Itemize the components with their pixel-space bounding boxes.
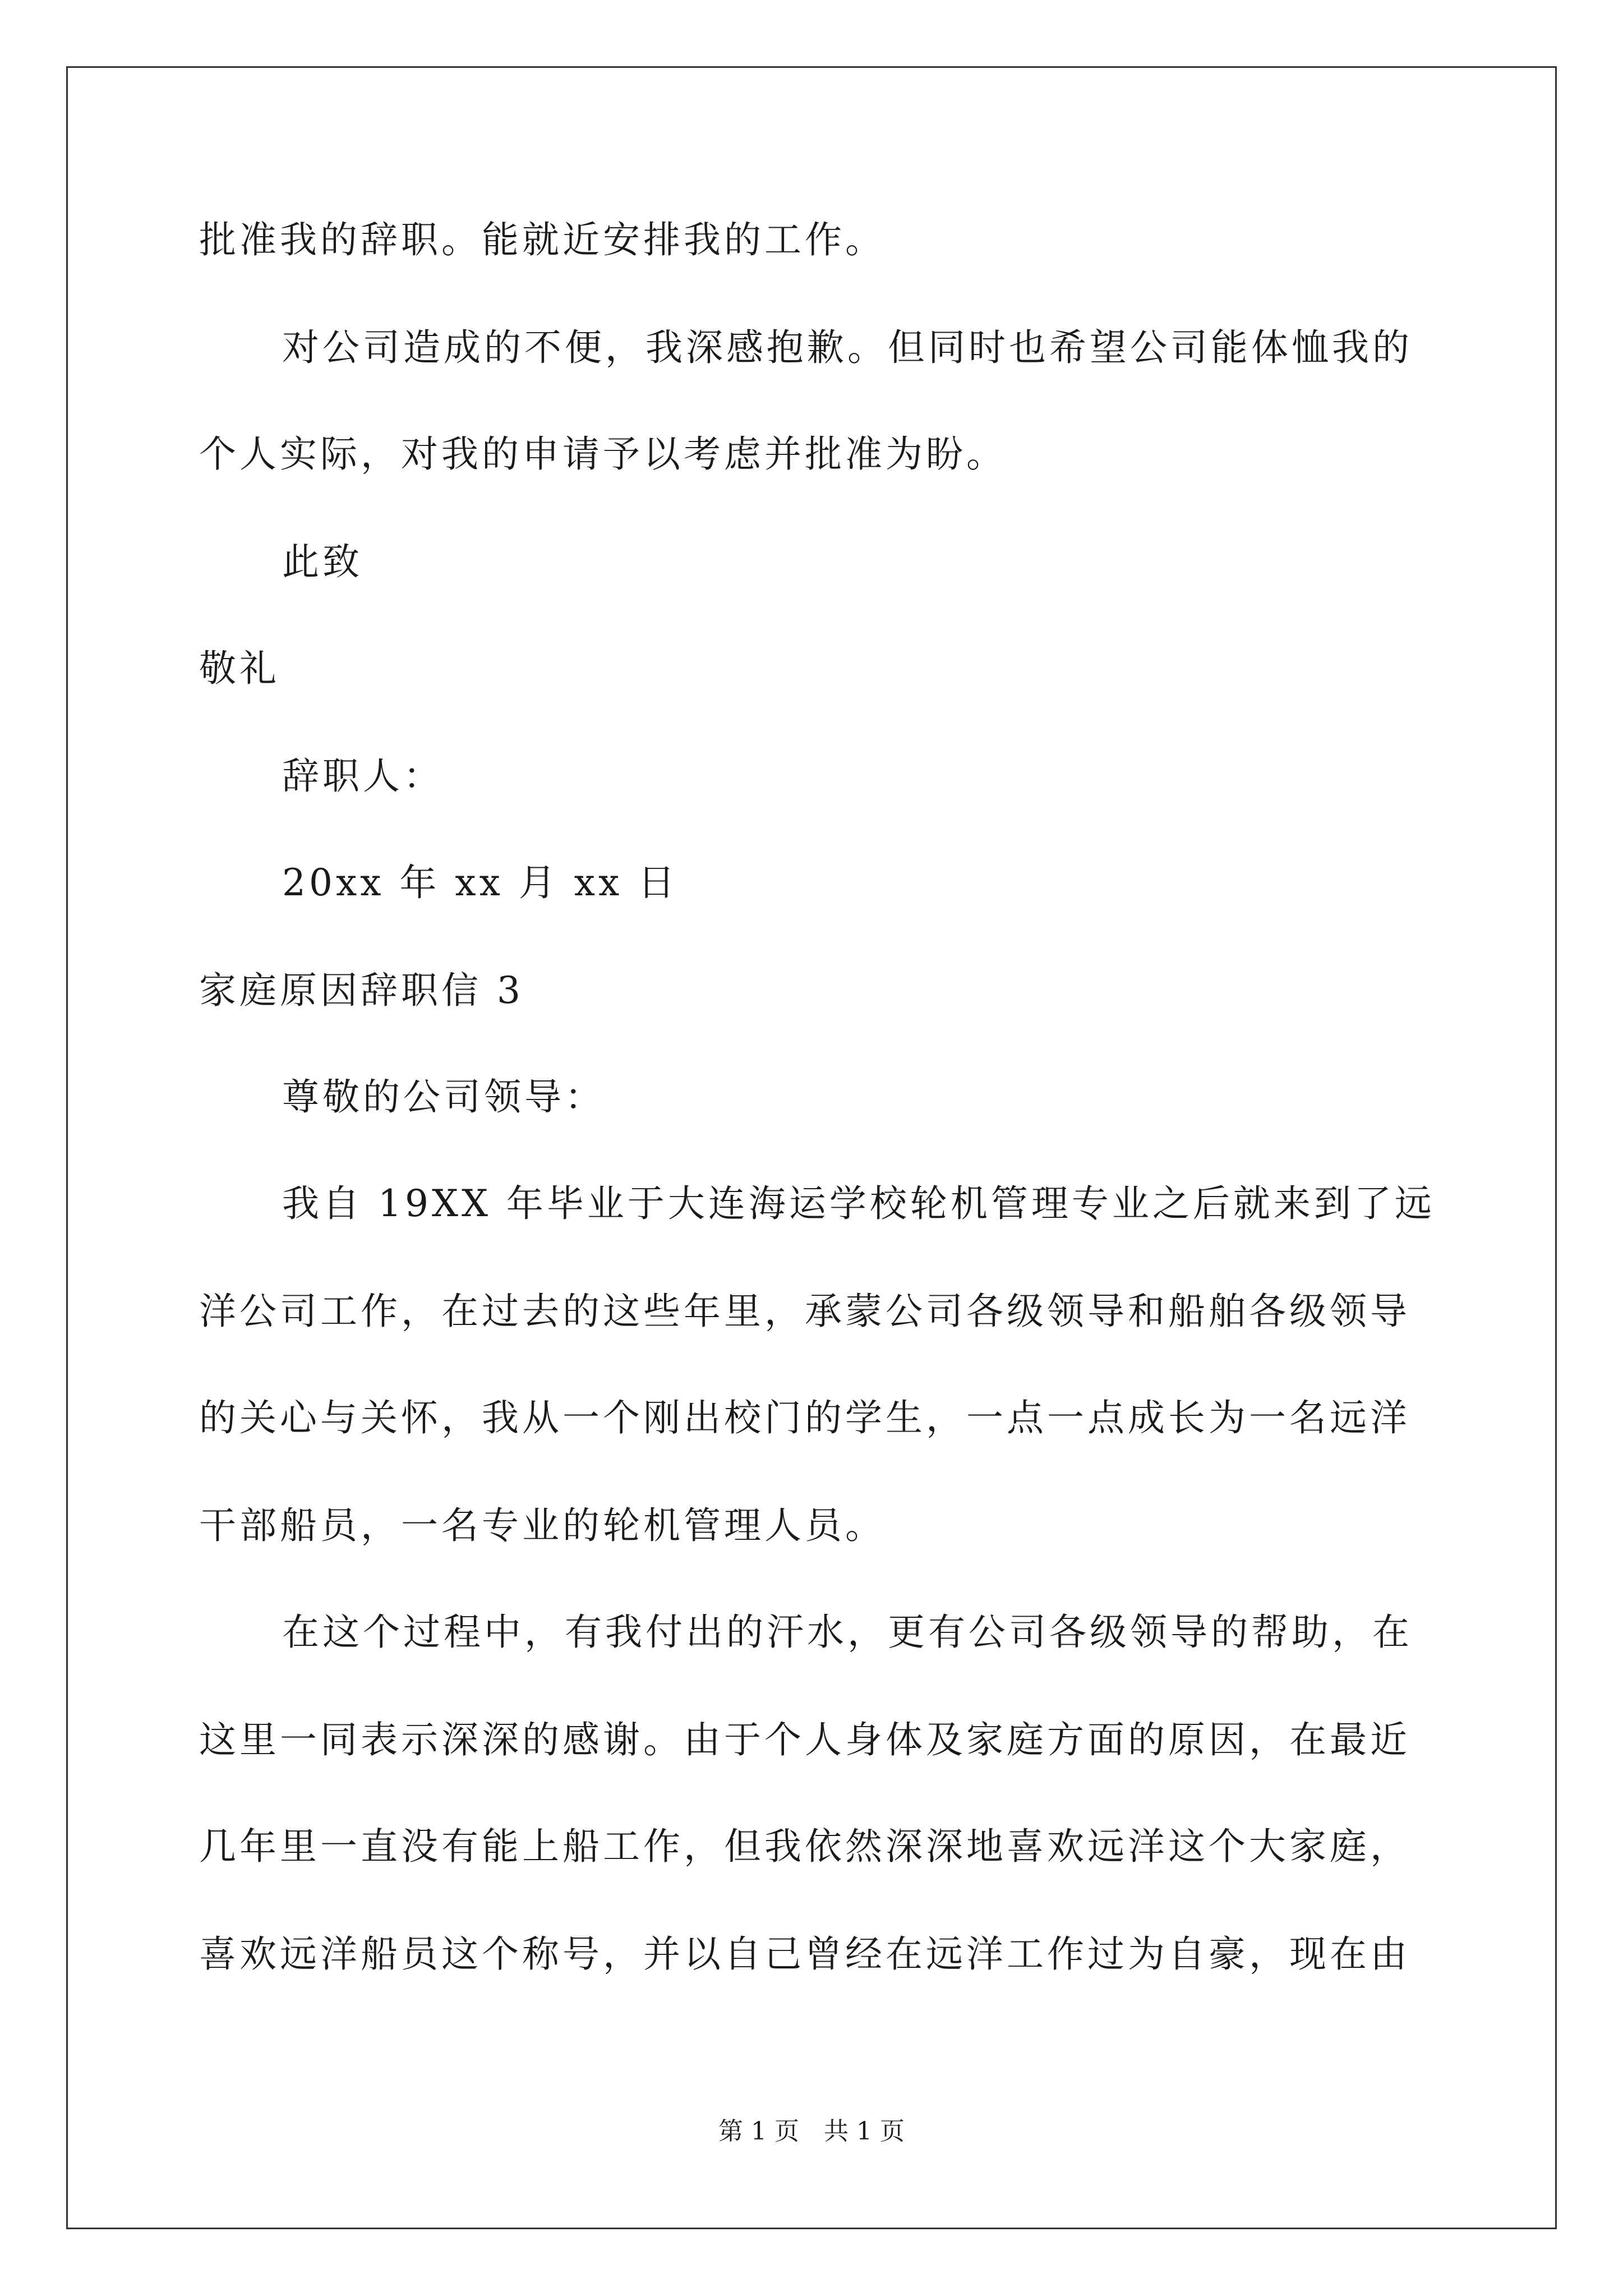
text-line-13: 干部船员，一名专业的轮机管理人员。 [199, 1504, 886, 1547]
text-line-2: 对公司造成的不便，我深感抱歉。但同时也希望公司能体恤我的 [282, 326, 1413, 369]
text-line-17: 喜欢远洋船员这个称号，并以自己曾经在远洋工作过为自豪，现在由 [199, 1932, 1410, 1976]
letter-salutation: 尊敬的公司领导： [282, 1075, 605, 1119]
text-line-3: 个人实际，对我的申请予以考虑并批准为盼。 [199, 432, 1007, 476]
text-line-11: 洋公司工作，在过去的这些年里，承蒙公司各级领导和船舶各级领导 [199, 1290, 1410, 1333]
page-frame [66, 66, 1557, 2229]
text-line-10: 我自 19XX 年毕业于大连海运学校轮机管理专业之后就来到了远 [282, 1182, 1435, 1225]
closing-salutation: 此致 [282, 540, 363, 583]
text-line-14: 在这个过程中，有我付出的汗水，更有公司各级领导的帮助，在 [282, 1611, 1413, 1654]
signature-label: 辞职人： [282, 754, 444, 798]
text-line-15: 这里一同表示深深的感谢。由于个人身体及家庭方面的原因，在最近 [199, 1718, 1410, 1761]
closing-regards: 敬礼 [199, 647, 280, 690]
signature-date: 20xx 年 xx 月 xx 日 [282, 861, 679, 904]
text-line-1: 批准我的辞职。能就近安排我的工作。 [199, 218, 886, 261]
section-heading: 家庭原因辞职信 3 [199, 969, 524, 1012]
text-line-16: 几年里一直没有能上船工作，但我依然深深地喜欢远洋这个大家庭， [199, 1825, 1410, 1868]
page-footer: 第 1 页 共 1 页 [718, 2117, 905, 2146]
text-line-12: 的关心与关怀，我从一个刚出校门的学生，一点一点成长为一名远洋 [199, 1396, 1410, 1439]
